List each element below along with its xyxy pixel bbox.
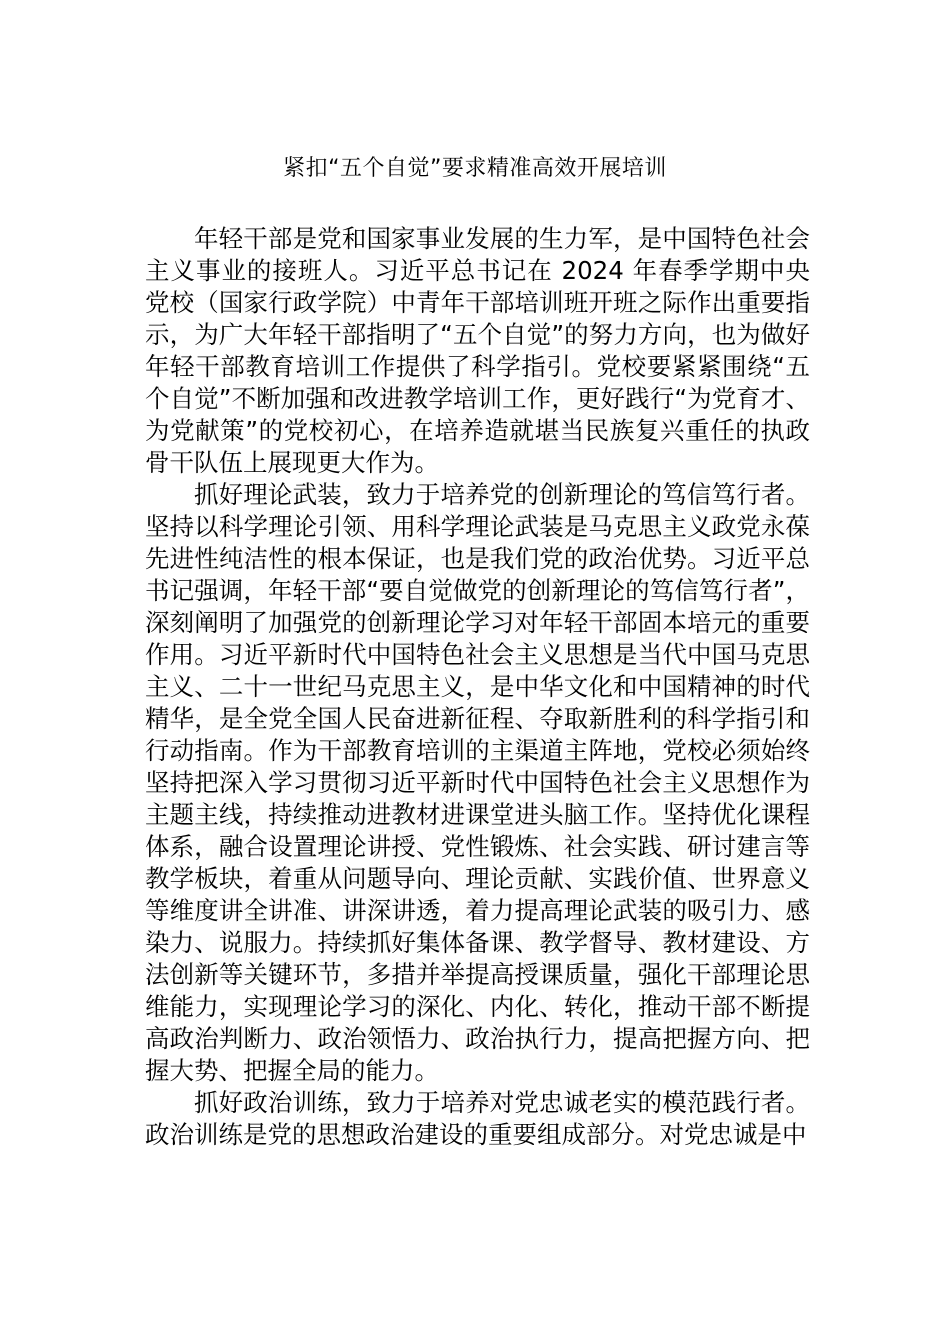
paragraph-politics: 抓好政治训练，致力于培养对党忠诚老实的模范践行者。政治训练是党的思想政治建设的重要组成部分。对党忠诚是中 — [145, 1088, 810, 1149]
paragraph-theory: 抓好理论武装，致力于培养党的创新理论的笃信笃行者。坚持以科学理论引领、用科学理论武装是马克思主义政党永葆先进性纯洁性的根本保证，也是我们党的政治优势。习近平总书记强调，年轻干部“要自觉做党的创新理论的笃信笃行者”，深刻阐明了加强党的创新理论学习对年轻干部固本培元的重要作用。习近平新时代中国特色社会主义思想是当代中国马克思主义、二十一世纪马克思主义，是中华文化和中国精神的时代精华，是全党全国人民奋进新征程、夺取新胜利的科学指引和行动指南。作为干部教育培训的主渠道主阵地，党校必须始终坚持把深入学习贯彻习近平新时代中国特色社会主义思想作为主题主线，持续推动进教材进课堂进头脑工作。坚持优化课程体系，融合设置理论讲授、党性锻炼、社会实践、研讨建言等教学板块，着重从问题导向、理论贡献、实践价值、世界意义等维度讲全讲准、讲深讲透，着力提高理论武装的吸引力、感染力、说服力。持续抓好集体备课、教学督导、教材建设、方法创新等关键环节，多措并举提高授课质量，强化干部理论思维能力，实现理论学习的深化、内化、转化，推动干部不断提高政治判断力、政治领悟力、政治执行力，提高把握方向、把握大势、把握全局的能力。 — [145, 480, 810, 1085]
document-title: 紧扣“五个自觉”要求精准高效开展培训 — [283, 156, 667, 181]
document-body — [145, 223, 810, 1151]
paragraph-intro: 年轻干部是党和国家事业发展的生力军，是中国特色社会主义事业的接班人。习近平总书记在 2024 年春季学期中央党校（国家行政学院）中青年干部培训班开班之际作出重要指示，为广大年轻干部指明了“五个自觉”的努力方向，也为做好年轻干部教育培训工作提供了科学指引。党校要紧紧围绕“五个自觉”不断加强和改进教学培训工作，更好践行“为党育才、为党献策”的党校初心，在培养造就堪当民族复兴重任的执政骨干队伍上展现更大作为。 — [145, 224, 810, 477]
